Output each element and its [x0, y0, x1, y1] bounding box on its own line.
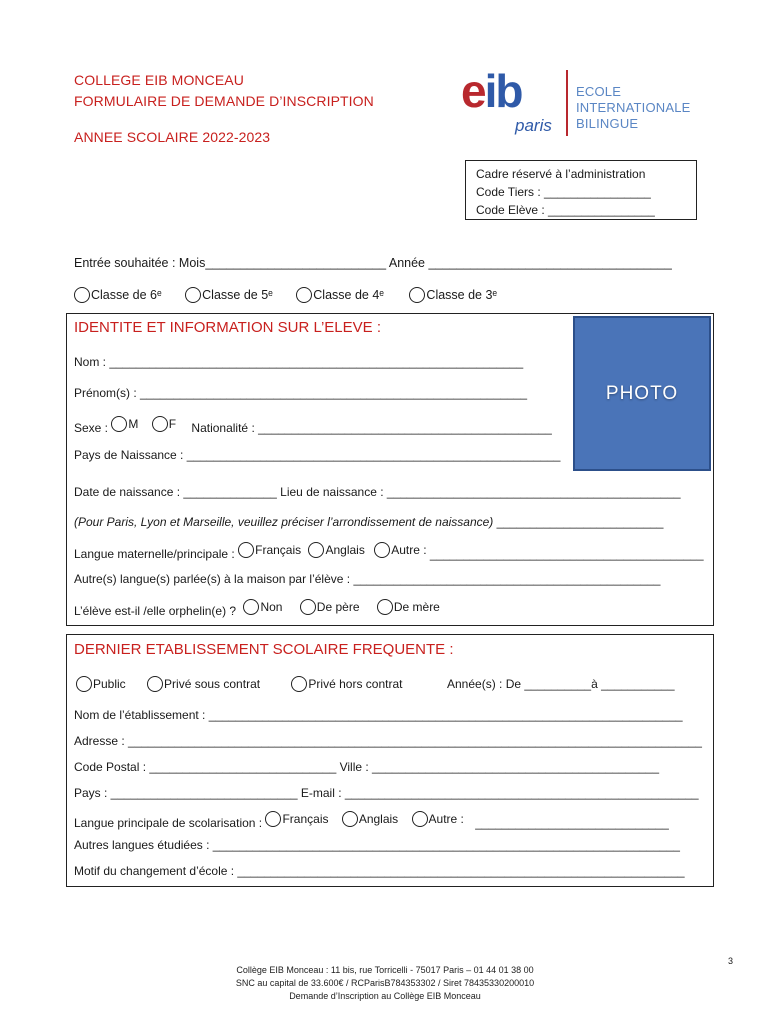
header-school-year: ANNEE SCOLAIRE 2022-2023: [74, 129, 271, 145]
footer-title: Demande d’Inscription au Collège EIB Monceau: [289, 991, 481, 1001]
admin-box: [465, 160, 697, 220]
radio-icon[interactable]: [152, 416, 168, 432]
school-langue-autre-field[interactable]: _____________________________: [475, 816, 669, 830]
school-prive-hors-contrat-option[interactable]: Privé hors contrat: [291, 676, 402, 692]
radio-icon[interactable]: [185, 287, 201, 303]
class-5-option[interactable]: Classe de 5ᵉ: [185, 287, 273, 303]
pays-naissance-field[interactable]: Pays de Naissance : ________________________________________________________: [74, 448, 561, 462]
school-type-row: [76, 676, 402, 695]
radio-icon[interactable]: [308, 542, 324, 558]
logo-e: eib: [461, 65, 522, 117]
nom-field[interactable]: Nom : ______________________________________________________________: [74, 355, 524, 369]
school-prive-sous-contrat-option[interactable]: Privé sous contrat: [147, 676, 260, 692]
arrondissement-row[interactable]: [74, 515, 663, 529]
nationalite-field[interactable]: Nationalité : ____________________________________________: [191, 421, 552, 435]
school-address-field[interactable]: Adresse : ______________________________________________________________________________________: [74, 734, 702, 748]
page-number: 3: [728, 956, 734, 966]
radio-icon[interactable]: [111, 416, 127, 432]
arrondissement-note: (Pour Paris, Lyon et Marseille, veuillez préciser l’arrondissement de naissance): [74, 515, 494, 529]
orphelin-mere-option[interactable]: De mère: [377, 599, 440, 615]
code-tiers-field[interactable]: Code Tiers : ________________: [476, 185, 651, 199]
class-options: [74, 287, 497, 306]
entry-date-field[interactable]: Entrée souhaitée : Mois__________________________ Année ___________________________________: [74, 256, 672, 270]
footer-address: Collège EIB Monceau : 11 bis, rue Torricelli - 75017 Paris – 01 44 01 38 00: [236, 965, 534, 975]
identity-section-title: IDENTITE ET INFORMATION SUR L’ELEVE :: [74, 319, 381, 336]
radio-icon[interactable]: [147, 676, 163, 692]
radio-icon[interactable]: [74, 287, 90, 303]
radio-icon[interactable]: [76, 676, 92, 692]
autres-langues-maison-field[interactable]: Autre(s) langue(s) parlée(s) à la maison par l’élève : ______________________________________________: [74, 572, 661, 586]
code-eleve-field[interactable]: Code Elève : ________________: [476, 203, 655, 217]
school-public-option[interactable]: Public: [76, 676, 126, 692]
school-years-field[interactable]: Année(s) : De __________à ___________: [447, 677, 675, 691]
radio-icon[interactable]: [265, 811, 281, 827]
header-college-name: COLLEGE EIB MONCEAU: [74, 72, 244, 88]
date-lieu-naissance-field[interactable]: Date de naissance : ______________ Lieu de naissance : ____________________________________________: [74, 485, 681, 499]
sexe-label: Sexe :: [74, 421, 109, 435]
arrondissement-field[interactable]: _________________________: [493, 515, 664, 529]
logo-paris: paris: [515, 116, 552, 135]
class-3-option[interactable]: Classe de 3ᵉ: [409, 287, 497, 303]
school-langue-francais-option[interactable]: Français: [265, 811, 328, 827]
school-postal-city-field[interactable]: Code Postal : ____________________________ Ville : ___________________________________________: [74, 760, 660, 774]
logo-school-name: ECOLE INTERNATIONALE BILINGUE: [576, 84, 691, 131]
logo-divider: [566, 70, 568, 136]
radio-icon[interactable]: [377, 599, 393, 615]
sexe-f-option[interactable]: F: [152, 416, 176, 432]
radio-icon[interactable]: [374, 542, 390, 558]
radio-icon[interactable]: [300, 599, 316, 615]
footer-legal: SNC au capital de 33.600€ / RCParisB784353302 / Siret 78435330200010: [235, 978, 535, 988]
class-4-option[interactable]: Classe de 4ᵉ: [296, 287, 384, 303]
radio-icon[interactable]: [409, 287, 425, 303]
class-6-option[interactable]: Classe de 6ᵉ: [74, 287, 162, 303]
orphelin-row: [74, 599, 440, 618]
school-country-email-field[interactable]: Pays : ____________________________ E-mail : _____________________________________________________: [74, 786, 699, 800]
sexe-m-option[interactable]: M: [111, 416, 138, 432]
photo-placeholder[interactable]: [573, 316, 711, 471]
sexe-row: [74, 416, 552, 435]
school-langue-row: [74, 811, 669, 830]
school-name-field[interactable]: Nom de l’établissement : _______________________________________________________________________: [74, 708, 683, 722]
school-langue-label: Langue principale de scolarisation :: [74, 816, 263, 830]
header-form-title: FORMULAIRE DE DEMANDE D’INSCRIPTION: [74, 93, 374, 109]
langue-maternelle-row: [74, 542, 704, 561]
radio-icon[interactable]: [243, 599, 259, 615]
school-change-reason-field[interactable]: Motif du changement d’école : ___________________________________________________________________: [74, 864, 685, 878]
orphelin-label: L’élève est-il /elle orphelin(e) ?: [74, 604, 237, 618]
orphelin-pere-option[interactable]: De père: [300, 599, 360, 615]
school-langue-autre-option[interactable]: Autre :: [412, 811, 464, 827]
radio-icon[interactable]: [412, 811, 428, 827]
footer: [0, 964, 770, 1003]
langue-francais-option[interactable]: Français: [238, 542, 301, 558]
admin-title: Cadre réservé à l’administration: [476, 167, 646, 181]
school-other-languages-field[interactable]: Autres langues étudiées : ______________________________________________________________________: [74, 838, 680, 852]
school-langue-anglais-option[interactable]: Anglais: [342, 811, 398, 827]
langue-autre-option[interactable]: Autre :: [374, 542, 426, 558]
photo-label: PHOTO: [605, 382, 679, 404]
radio-icon[interactable]: [296, 287, 312, 303]
radio-icon[interactable]: [342, 811, 358, 827]
last-school-section-title: DERNIER ETABLISSEMENT SCOLAIRE FREQUENTE :: [74, 641, 454, 658]
radio-icon[interactable]: [238, 542, 254, 558]
langue-autre-field[interactable]: _________________________________________: [429, 547, 704, 561]
prenom-field[interactable]: Prénom(s) : __________________________________________________________: [74, 386, 528, 400]
radio-icon[interactable]: [291, 676, 307, 692]
langue-maternelle-label: Langue maternelle/principale :: [74, 547, 235, 561]
orphelin-non-option[interactable]: Non: [243, 599, 282, 615]
eib-logo: [461, 65, 552, 135]
langue-anglais-option[interactable]: Anglais: [308, 542, 364, 558]
